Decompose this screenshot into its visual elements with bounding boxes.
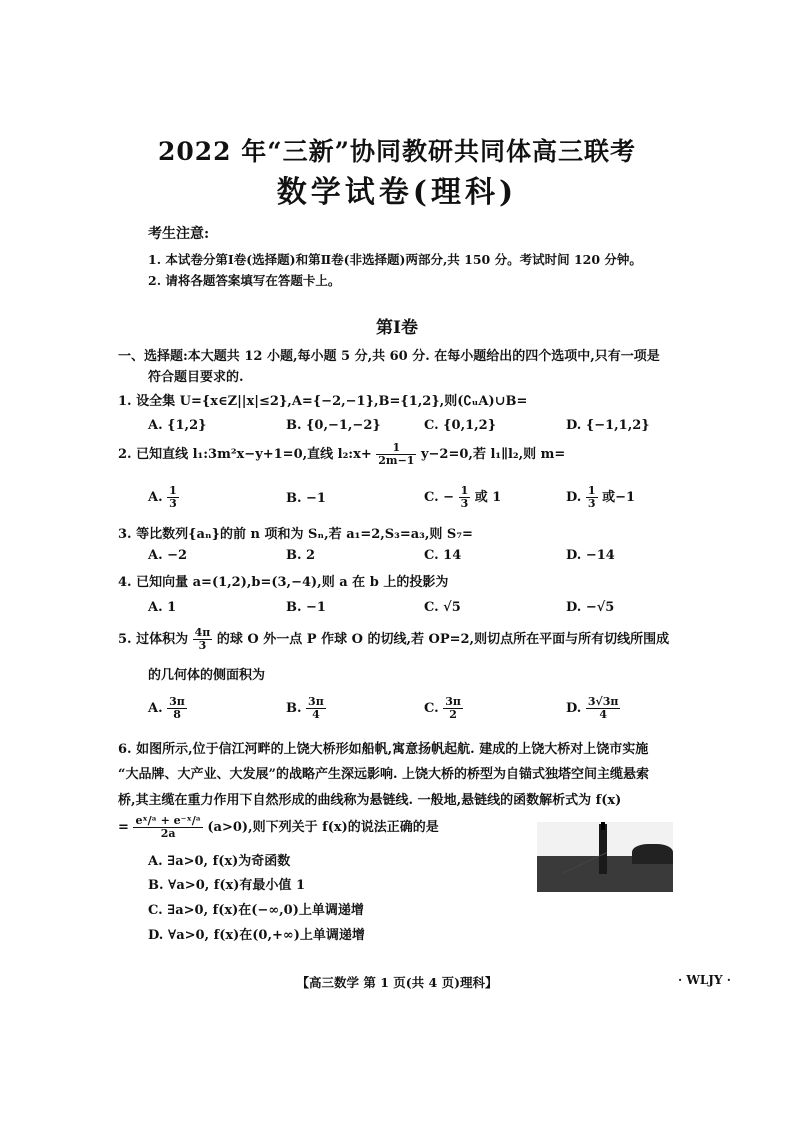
- q2-a-fraction: [167, 485, 179, 510]
- q4-option-c: C. √5: [424, 600, 461, 615]
- q2-option-a: [148, 485, 179, 510]
- q3-option-b: B. 2: [286, 548, 316, 563]
- q6-line4: [118, 815, 439, 840]
- q3-stem: 3. 等比数列{aₙ}的前 n 项和为 Sₙ,若 a₁=2,S₃=a₃,则 S₇=: [118, 527, 473, 542]
- q6-option-d: D. ∀a>0, f(x)在(0,+∞)上单调递增: [148, 928, 365, 943]
- q2-d-den: 3: [587, 497, 596, 510]
- q5-b-den: 4: [312, 708, 320, 721]
- q5-stem-line2: 的几何体的侧面积为: [148, 668, 266, 683]
- q2-c-suffix: 或 1: [474, 490, 502, 505]
- q2-option-c: [424, 485, 501, 510]
- q3-option-a: A. −2: [148, 548, 188, 563]
- bridge-photo: [537, 822, 673, 892]
- q5-b-fraction: [306, 696, 326, 721]
- q5-c-label: C.: [424, 701, 439, 716]
- q5-d-fraction: [586, 696, 621, 721]
- q2-a-label: A.: [148, 490, 163, 505]
- q2-c-label: C. −: [424, 490, 455, 505]
- q6-option-b: B. ∀a>0, f(x)有最小值 1: [148, 878, 306, 893]
- q4-option-a: A. 1: [148, 600, 177, 615]
- section-instruction-line1: 一、选择题:本大题共 12 小题,每小题 5 分,共 60 分. 在每小题给出的四个选项中,只有一项是: [118, 349, 660, 364]
- page-footer: 【高三数学 第 1 页(共 4 页)理科】: [296, 975, 498, 990]
- q5-fraction: [193, 627, 213, 652]
- q5-a-num: 3π: [169, 695, 185, 708]
- q1-option-c: C. {0,1,2}: [424, 418, 497, 433]
- q5-option-d: [566, 696, 620, 721]
- notice-heading: 考生注意:: [148, 226, 210, 242]
- q6-line1: 6. 如图所示,位于信江河畔的上饶大桥形如船帆,寓意扬帆起航. 建成的上饶大桥对上饶市实施: [118, 742, 649, 757]
- section-title: 第Ⅰ卷: [376, 318, 418, 338]
- q5-frac-num: 4π: [194, 626, 211, 639]
- q5-frac-den: 3: [198, 639, 207, 652]
- q2-c-fraction: [459, 485, 471, 510]
- q2-d-suffix: 或−1: [602, 490, 636, 505]
- q4-stem: 4. 已知向量 a=(1,2),b=(3,−4),则 a 在 b 上的投影为: [118, 575, 449, 590]
- q2-fraction: [376, 442, 416, 467]
- q2-stem-post: y−2=0,若 l₁∥l₂,则 m=: [420, 447, 566, 462]
- q2-stem: [118, 442, 565, 467]
- q6-fraction: [133, 815, 202, 840]
- footer-code: · WLJY ·: [678, 973, 731, 987]
- q4-option-d: D. −√5: [566, 600, 615, 615]
- q5-a-den: 8: [173, 708, 181, 721]
- exam-subject-title: 数学试卷(理科): [276, 175, 518, 210]
- q6-line3: 桥,其主缆在重力作用下自然形成的曲线称为悬链线. 一般地,悬链线的函数解析式为 f(x): [118, 793, 622, 808]
- q5-stem-post: 的球 O 外一点 P 作球 O 的切线,若 OP=2,则切点所在平面与所有切线所围成: [216, 632, 670, 647]
- q5-option-a: [148, 696, 187, 721]
- q5-a-label: A.: [148, 701, 163, 716]
- q2-d-label: D.: [566, 490, 582, 505]
- q2-a-den: 3: [169, 497, 177, 510]
- q4-option-b: B. −1: [286, 600, 326, 615]
- q2-a-num: 1: [169, 484, 177, 497]
- section-instruction-line2: 符合题目要求的.: [148, 370, 244, 385]
- q1-option-a: A. {1,2}: [148, 418, 207, 433]
- q6-option-c: C. ∃a>0, f(x)在(−∞,0)上单调递增: [148, 903, 364, 918]
- q2-frac-num: 1: [376, 442, 416, 455]
- q5-d-den: 4: [599, 708, 607, 721]
- notice-item-2: 2. 请将各题答案填写在答题卡上。: [148, 273, 341, 288]
- q3-option-d: D. −14: [566, 548, 615, 563]
- q6-frac-den: 2a: [160, 827, 176, 840]
- q3-option-c: C. 14: [424, 548, 462, 563]
- q5-d-label: D.: [566, 701, 582, 716]
- q5-a-fraction: [167, 696, 187, 721]
- q5-stem-pre: 5. 过体积为: [118, 632, 189, 647]
- q6-line4-pre: =: [118, 820, 129, 835]
- q1-stem: 1. 设全集 U={x∈Z||x|≤2},A={−2,−1},B={1,2},则(∁ᵤA)∪B=: [118, 394, 528, 409]
- q1-option-d: D. {−1,1,2}: [566, 418, 650, 433]
- q2-c-num: 1: [460, 484, 469, 497]
- q5-option-b: [286, 696, 326, 721]
- bridge-tower: [599, 824, 607, 874]
- bridge-tower-top: [601, 822, 605, 830]
- q2-d-num: 1: [587, 484, 596, 497]
- q5-option-c: [424, 696, 463, 721]
- q5-stem: [118, 627, 669, 652]
- exam-title: 2022 年“三新”协同教研共同体高三联考: [157, 137, 637, 166]
- q5-c-fraction: [443, 696, 463, 721]
- q5-c-den: 2: [449, 708, 457, 721]
- q2-option-d: [566, 485, 635, 510]
- q2-c-den: 3: [460, 497, 469, 510]
- photo-trees: [632, 844, 673, 864]
- q6-option-a: A. ∃a>0, f(x)为奇函数: [148, 854, 291, 869]
- q5-c-num: 3π: [445, 695, 461, 708]
- q2-stem-pre: 2. 已知直线 l₁:3m²x−y+1=0,直线 l₂:x+: [118, 447, 372, 462]
- q1-option-b: B. {0,−1,−2}: [286, 418, 381, 433]
- q6-frac-num: eˣ/ᵃ + e⁻ˣ/ᵃ: [135, 814, 201, 827]
- q6-line2: “大品牌、大产业、大发展”的战略产生深远影响. 上饶大桥的桥型为自锚式独塔空间主缆悬索: [118, 767, 650, 782]
- q5-d-num: 3√3π: [587, 695, 619, 708]
- notice-item-1: 1. 本试卷分第Ⅰ卷(选择题)和第Ⅱ卷(非选择题)两部分,共 150 分。考试时间 120 分钟。: [148, 252, 642, 267]
- q2-d-fraction: [586, 485, 598, 510]
- q2-frac-den: 2m−1: [378, 454, 415, 467]
- q6-line4-post: (a>0),则下列关于 f(x)的说法正确的是: [207, 820, 439, 835]
- q2-option-b: B. −1: [286, 491, 326, 506]
- q5-b-num: 3π: [308, 695, 324, 708]
- q5-b-label: B.: [286, 701, 302, 716]
